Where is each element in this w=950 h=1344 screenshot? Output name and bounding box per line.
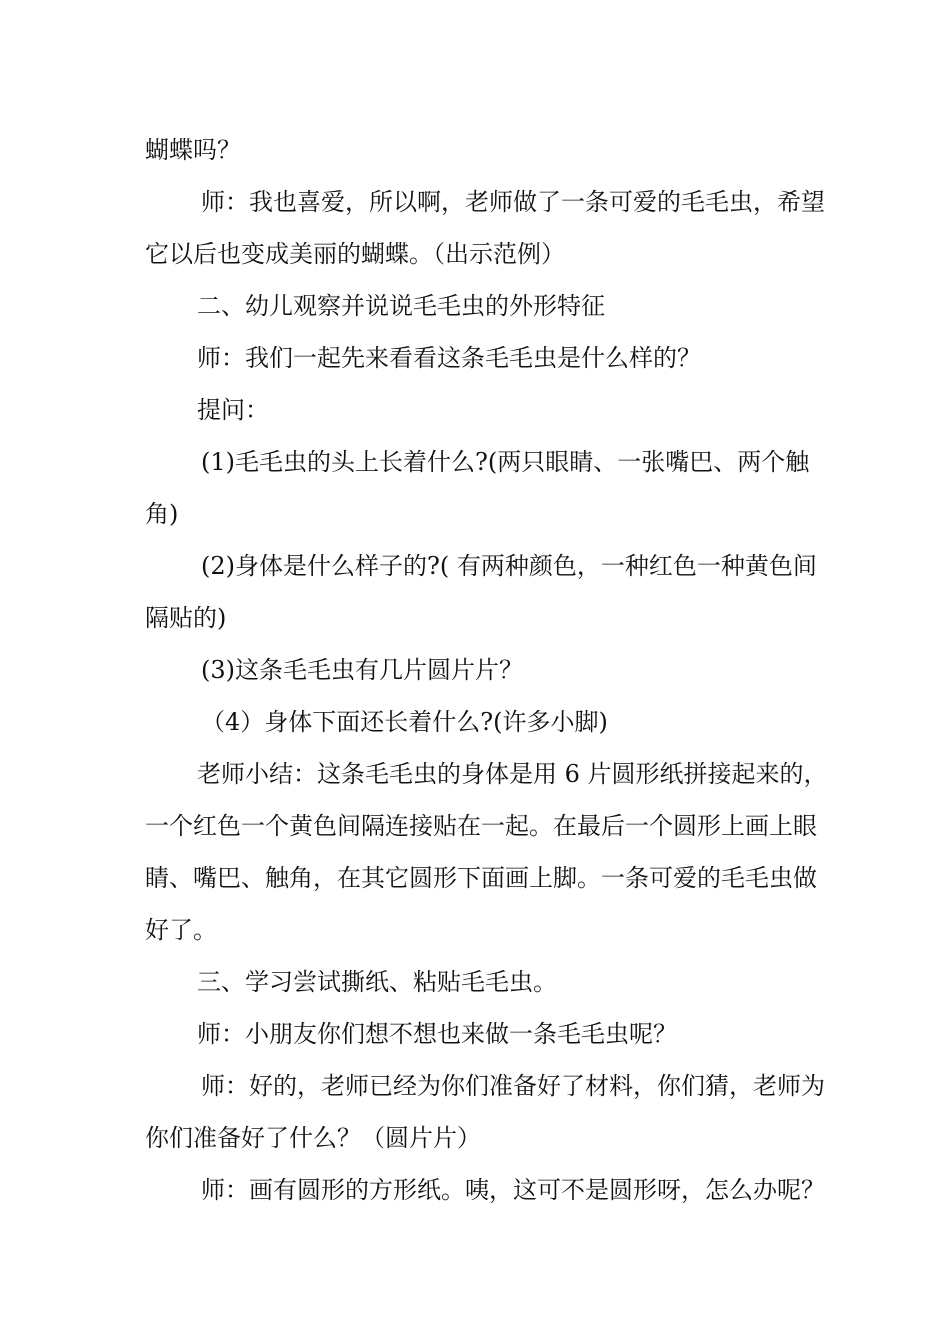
question-item-3: (3)这条毛毛虫有几片圆片片？	[201, 656, 523, 684]
section-heading-practice: 三、学习尝试撕纸、粘贴毛毛虫。	[197, 968, 557, 996]
question-item-4: （4）身体下面还长着什么?(许多小脚)	[201, 708, 608, 736]
paragraph-teacher-butterfly: 师：我也喜爱，所以啊，老师做了一条可爱的毛毛虫，希望它以后也变成美丽的蝴蝶。（出示范例）	[145, 188, 825, 268]
paragraph-continuation: 蝴蝶吗？	[145, 136, 241, 164]
paragraph-teacher-make: 师：小朋友你们想不想也来做一条毛毛虫呢？	[197, 1020, 677, 1048]
paragraph-summary: 老师小结：这条毛毛虫的身体是用 6 片圆形纸拼接起来的，一个红色一个黄色间隔连接贴在一起。在最后一个圆形上画上眼睛、嘴巴、触角，在其它圆形下面画上脚。一条可爱的毛毛虫做好了。	[145, 760, 828, 944]
paragraph-teacher-look: 师：我们一起先来看看这条毛毛虫是什么样的？	[197, 344, 701, 372]
paragraph-teacher-square-paper: 师：画有圆形的方形纸。咦，这可不是圆形呀，怎么办呢？	[201, 1176, 825, 1204]
paragraph-questions-label: 提问：	[197, 396, 269, 424]
question-item-2: (2)身体是什么样子的?( 有两种颜色，一种红色一种黄色间隔贴的)	[145, 552, 817, 632]
question-item-1: (1)毛毛虫的头上长着什么?(两只眼睛、一张嘴巴、两个触角)	[145, 448, 810, 528]
section-heading-observe: 二、幼儿观察并说说毛毛虫的外形特征	[197, 292, 605, 320]
paragraph-teacher-materials: 师：好的，老师已经为你们准备好了材料，你们猜，老师为你们准备好了什么？（圆片片）	[145, 1072, 825, 1152]
document-body	[145, 124, 835, 1216]
